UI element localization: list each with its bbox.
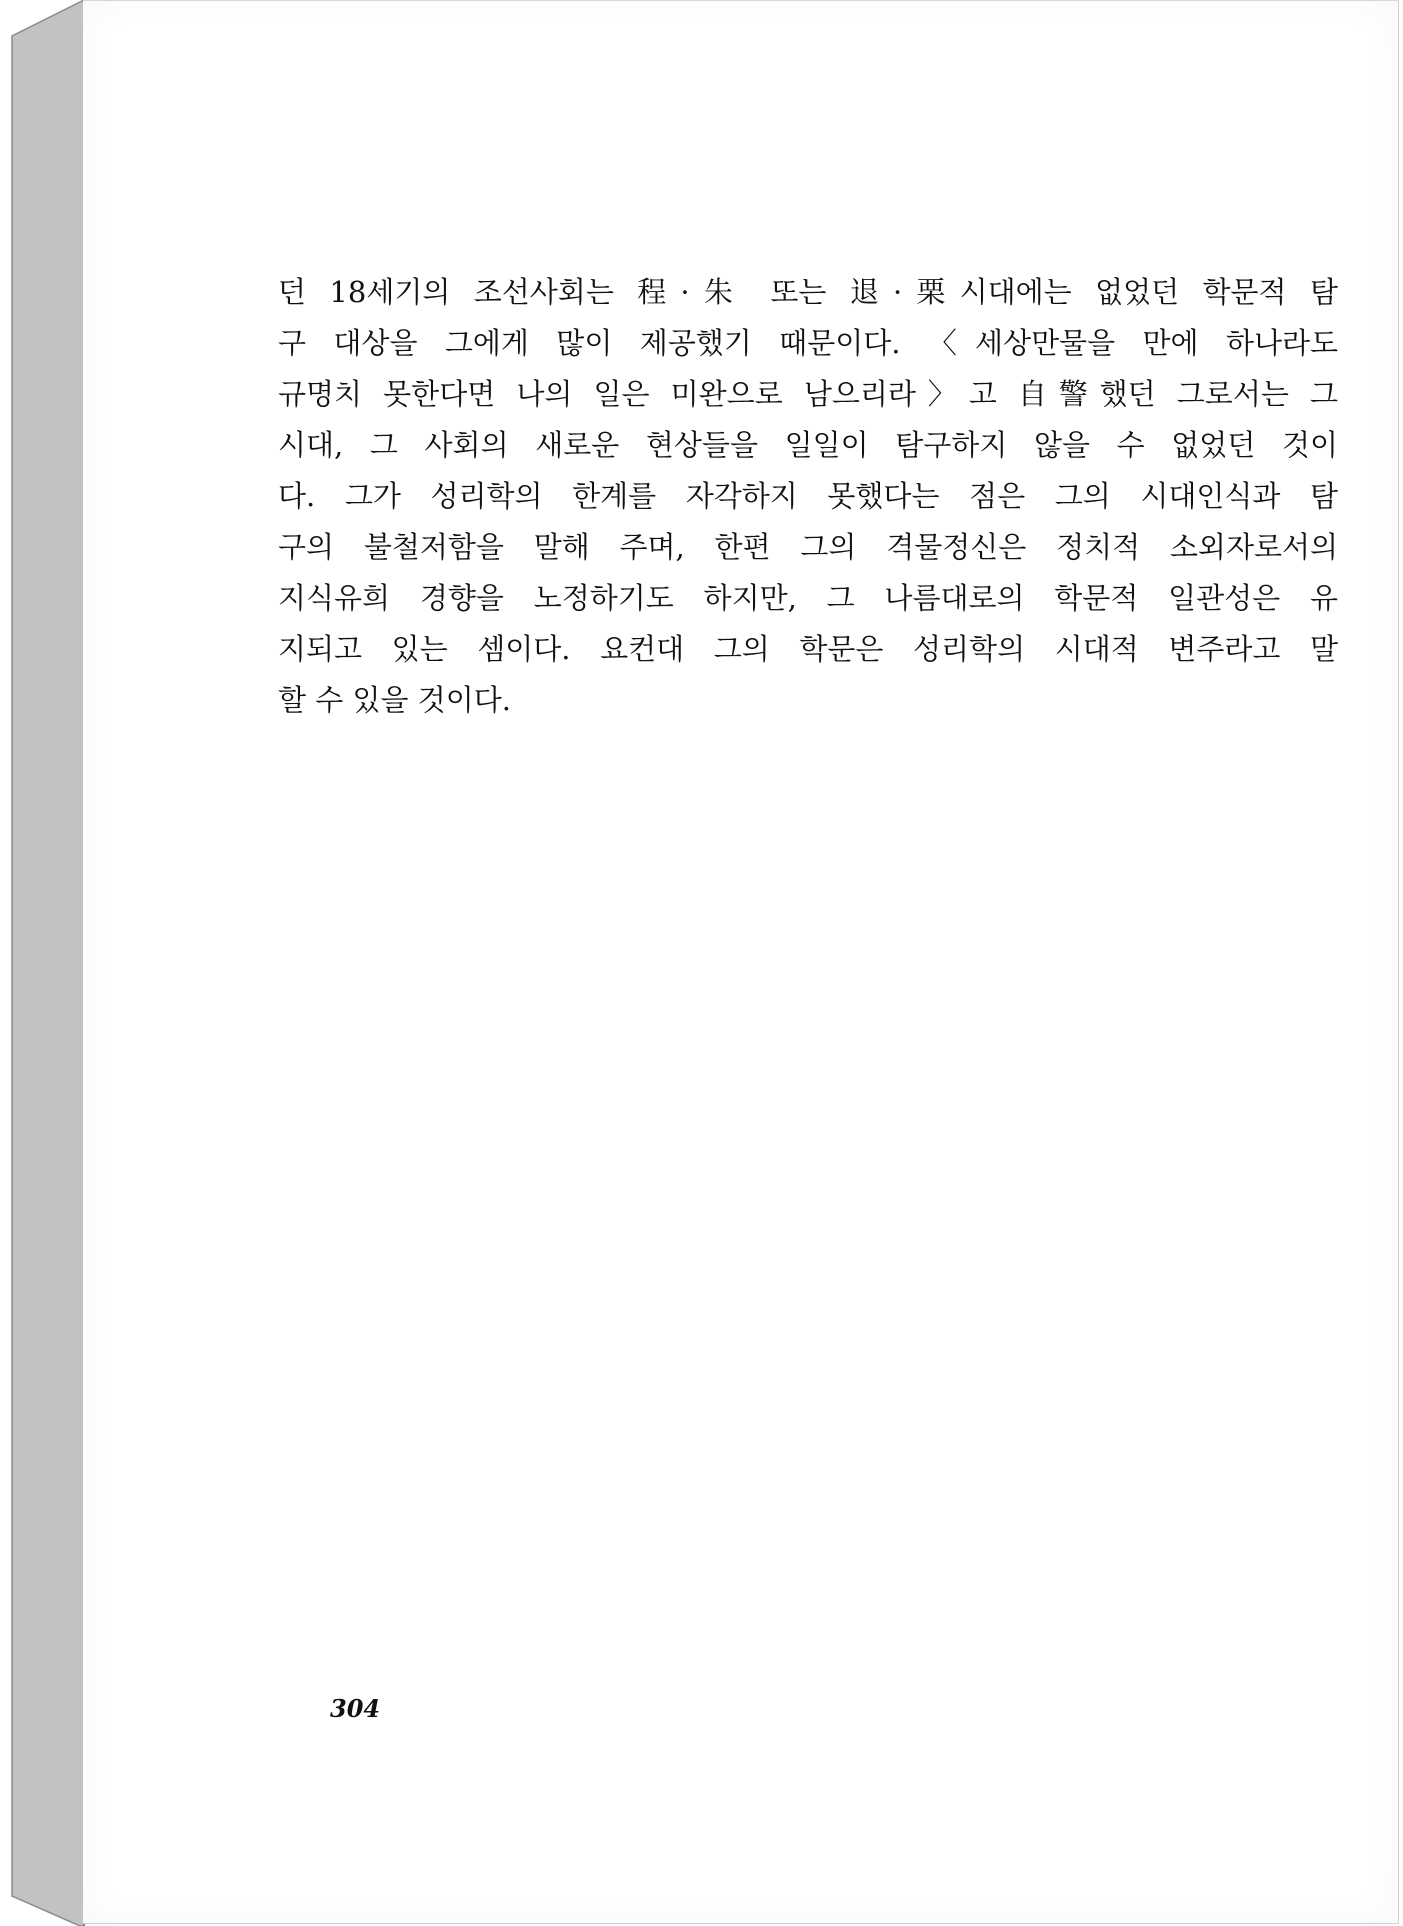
body-line: 지되고 있는 셈이다. 요컨대 그의 학문은 성리학의 시대적 변주라고 말 bbox=[278, 632, 1338, 666]
body-line: 던 18세기의 조선사회는 程·朱 또는 退·栗시대에는 없었던 학문적 탐 bbox=[278, 275, 1338, 309]
body-line: 할 수 있을 것이다. bbox=[278, 683, 511, 717]
body-line: 구의 불철저함을 말해 주며, 한편 그의 격물정신은 정치적 소외자로서의 bbox=[278, 530, 1338, 564]
page-number: 304 bbox=[330, 1694, 381, 1723]
body-line: 지식유희 경향을 노정하기도 하지만, 그 나름대로의 학문적 일관성은 유 bbox=[278, 581, 1338, 615]
body-line: 규명치 못한다면 나의 일은 미완으로 남으리라〉고 自警했던 그로서는 그 bbox=[278, 377, 1338, 411]
body-line: 구 대상을 그에게 많이 제공했기 때문이다. 〈세상만물을 만에 하나라도 bbox=[278, 326, 1338, 360]
body-line: 다. 그가 성리학의 한계를 자각하지 못했다는 점은 그의 시대인식과 탐 bbox=[278, 479, 1338, 513]
body-line: 시대, 그 사회의 새로운 현상들을 일일이 탐구하지 않을 수 없었던 것이 bbox=[278, 428, 1338, 462]
body-paragraph bbox=[278, 267, 1338, 726]
book-page bbox=[83, 0, 1399, 1924]
